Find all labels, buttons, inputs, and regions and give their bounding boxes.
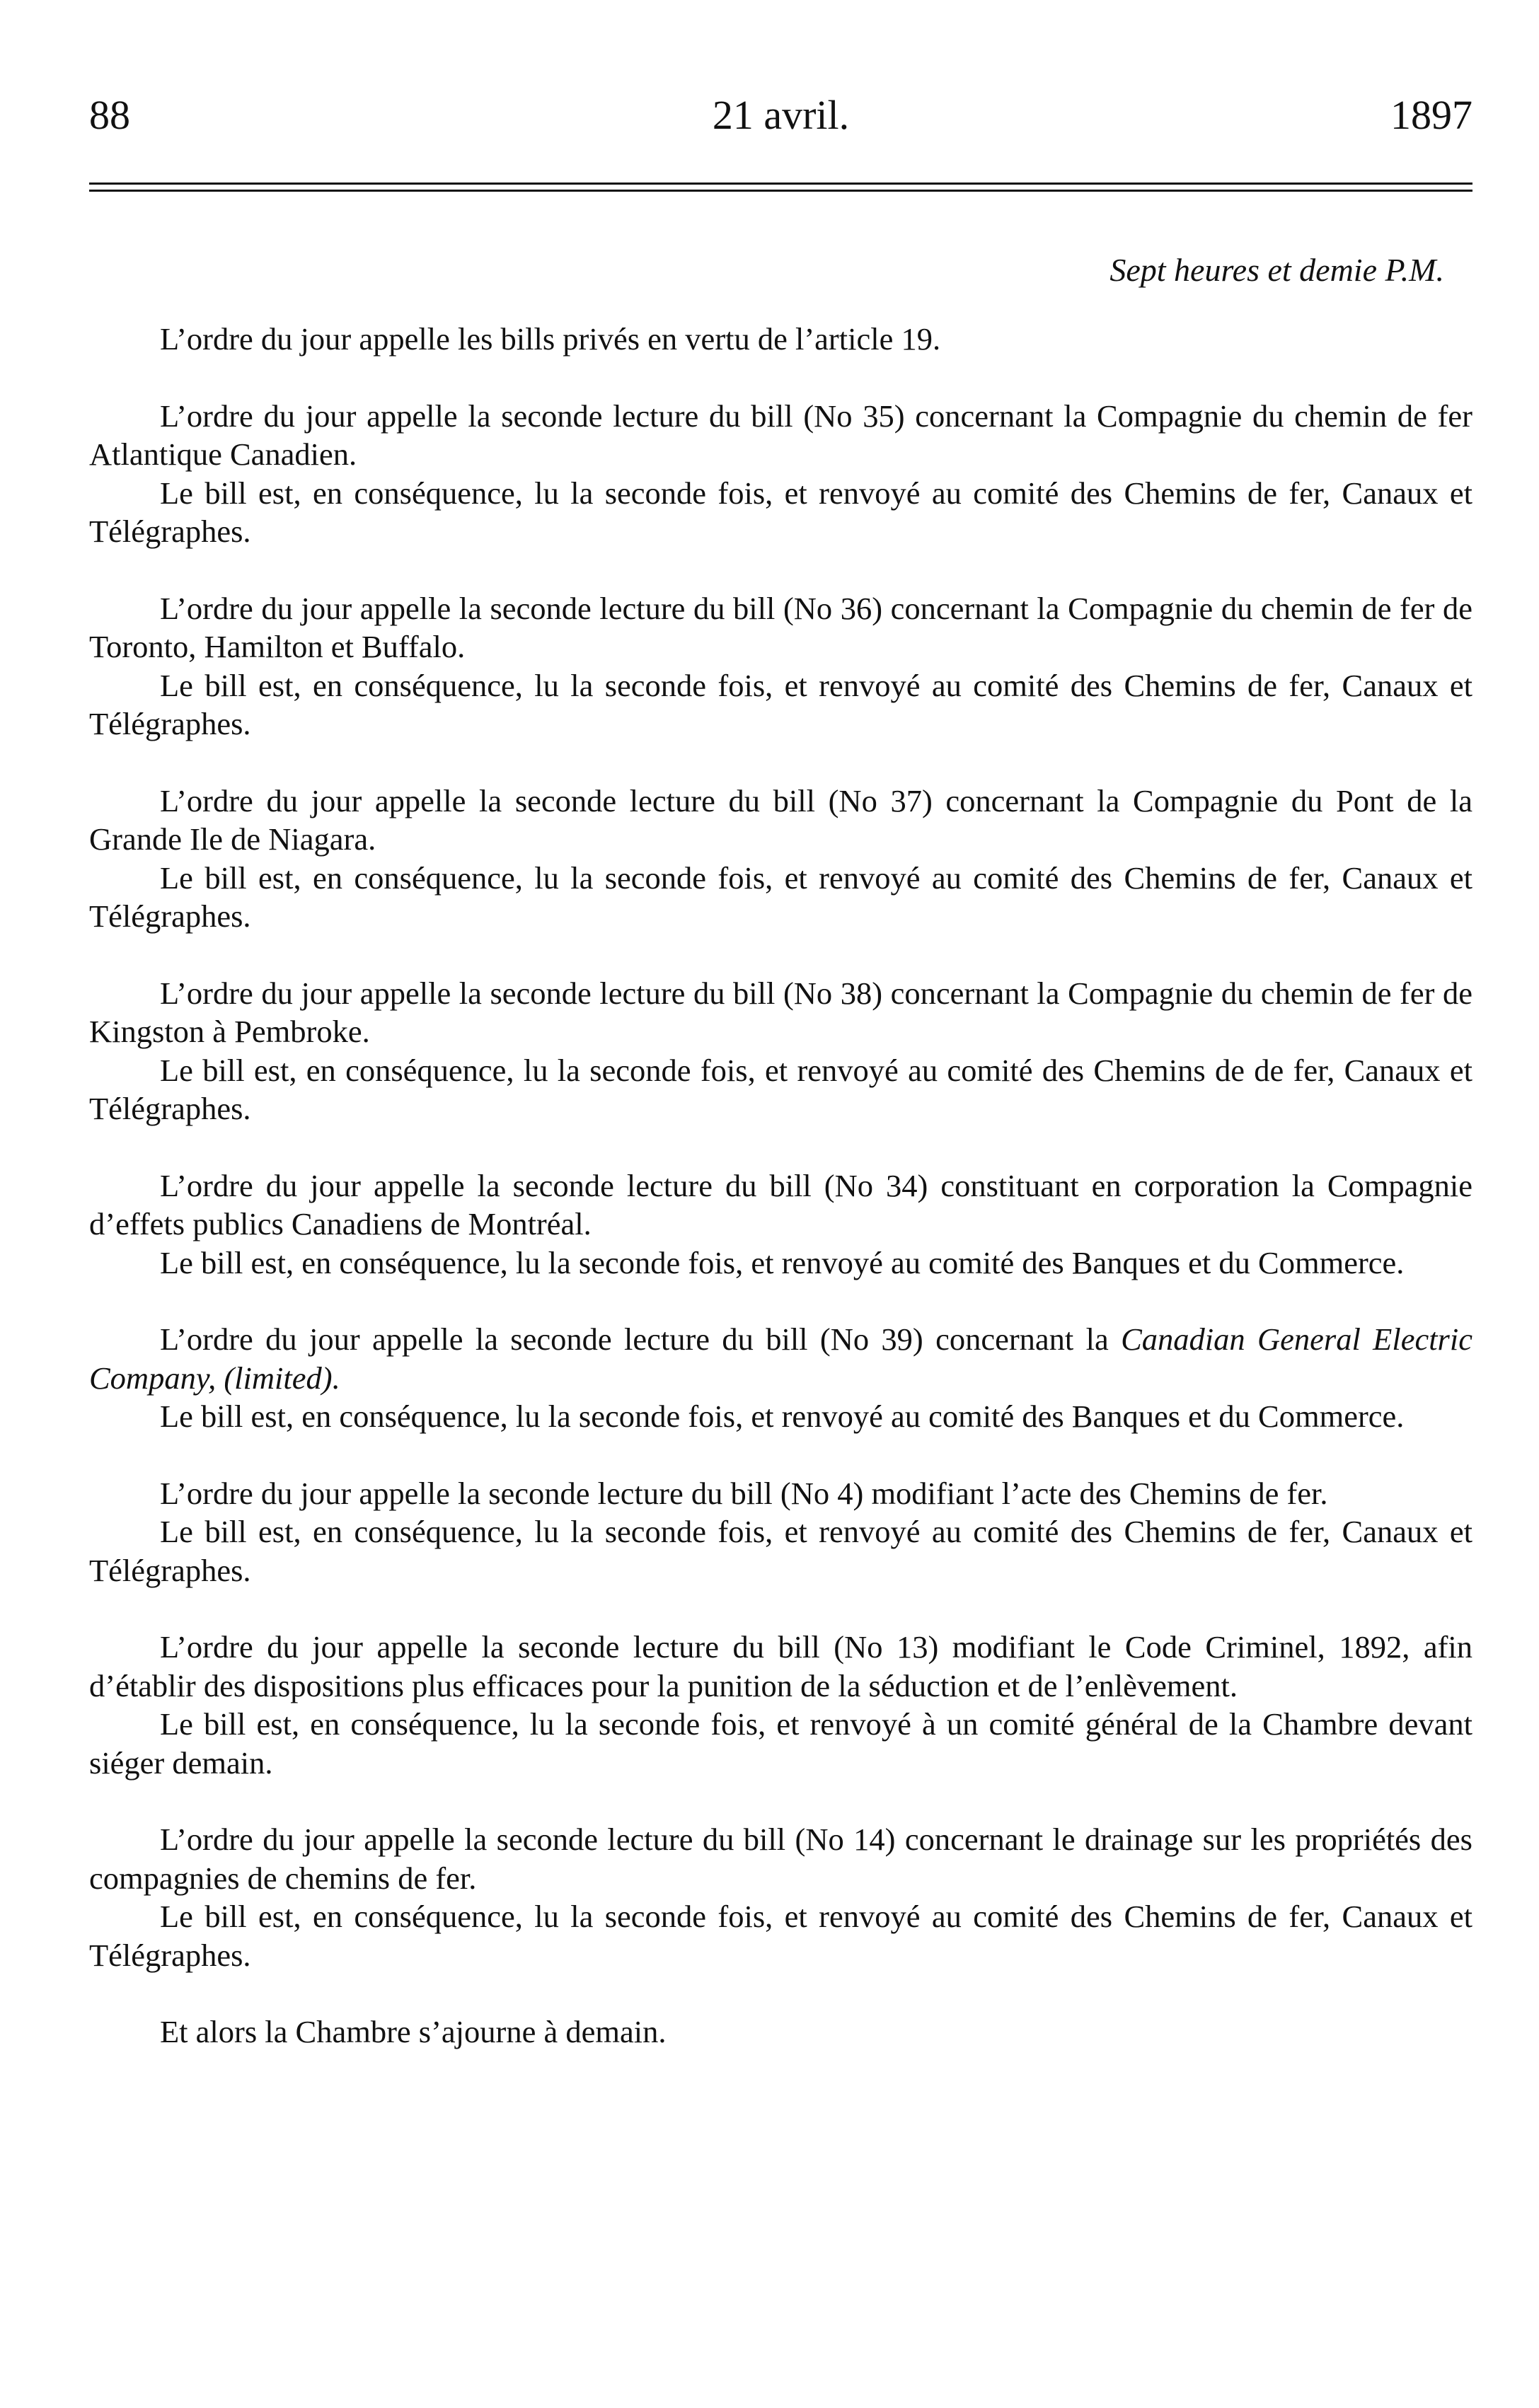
paragraph <box>89 974 1472 1128</box>
paragraph-line: Le bill est, en conséquence, lu la seconde fois, et renvoyé au comité des Chemins de de fer, Canaux et Télégraphes. <box>89 1052 1472 1126</box>
paragraph-line: L’ordre du jour appelle la seconde lecture du bill (No 34) constituant en corporation la Compagnie d’effets publics Canadiens de Montréal. <box>89 1167 1472 1241</box>
header-year: 1897 <box>1390 92 1472 138</box>
running-head <box>89 91 1472 140</box>
paragraph <box>89 397 1472 551</box>
paragraph-line: Le bill est, en conséquence, lu la seconde fois, et renvoyé au comité des Banques et du Commerce. <box>160 1399 1405 1434</box>
paragraph-line: L’ordre du jour appelle la seconde lecture du bill (No 36) concernant la Compagnie du chemin de fer de Toronto, Hamilton et Buffalo. <box>89 590 1472 664</box>
paragraph-line: Le bill est, en conséquence, lu la seconde fois, et renvoyé au comité des Chemins de fer, Canaux et Télégraphes. <box>89 667 1472 741</box>
paragraph-line: L’ordre du jour appelle la seconde lecture du bill (No 38) concernant la Compagnie du chemin de fer de Kingston à Pembroke. <box>89 975 1472 1049</box>
paragraph-line: L’ordre du jour appelle la seconde lecture du bill (No 14) concernant le drainage sur les propriétés des compagnies de chemins de fer. <box>89 1822 1472 1896</box>
time-heading: Sept heures et demie P.M. <box>1109 252 1444 288</box>
company-name-italic: Canadian General Electric Company, (limited). <box>89 1321 1472 1396</box>
header-date: 21 avril. <box>712 92 850 138</box>
header-rule-top <box>89 183 1472 185</box>
header-rule-bottom <box>89 190 1472 192</box>
paragraph-line: Le bill est, en conséquence, lu la seconde fois, et renvoyé au comité des Chemins de fer, Canaux et Télégraphes. <box>89 1899 1472 1973</box>
paragraph-line: Le bill est, en conséquence, lu la seconde fois, et renvoyé au comité des Banques et du Commerce. <box>160 1244 1405 1280</box>
body-text <box>89 320 1472 2090</box>
paragraph-line: L’ordre du jour appelle les bills privés en vertu de l’article 19. <box>160 321 941 357</box>
paragraph <box>89 589 1472 743</box>
paragraph-line: Le bill est, en conséquence, lu la seconde fois, et renvoyé à un comité général de la Chambre devant siéger demain. <box>89 1706 1472 1781</box>
paragraph-line <box>89 1320 1472 1397</box>
paragraph <box>89 1474 1472 1590</box>
paragraph <box>89 782 1472 936</box>
paragraph-line: Le bill est, en conséquence, lu la seconde fois, et renvoyé au comité des Chemins de fer, Canaux et Télégraphes. <box>89 859 1472 934</box>
paragraph-line: Le bill est, en conséquence, lu la seconde fois, et renvoyé au comité des Chemins de fer, Canaux et Télégraphes. <box>89 475 1472 549</box>
paragraph <box>89 1628 1472 1782</box>
paragraph <box>89 1820 1472 1974</box>
paragraph-line: L’ordre du jour appelle la seconde lecture du bill (No 4) modifiant l’acte des Chemins de fer. <box>160 1475 1328 1511</box>
paragraph-line: Le bill est, en conséquence, lu la seconde fois, et renvoyé au comité des Chemins de fer, Canaux et Télégraphes. <box>89 1514 1472 1588</box>
paragraph-line: L’ordre du jour appelle la seconde lecture du bill (No 35) concernant la Compagnie du chemin de fer Atlantique Canadien. <box>89 398 1472 472</box>
paragraph-line: L’ordre du jour appelle la seconde lecture du bill (No 37) concernant la Compagnie du Pont de la Grande Ile de Niagara. <box>89 782 1472 857</box>
paragraph <box>89 1320 1472 1436</box>
paragraph-text: L’ordre du jour appelle la seconde lecture du bill (No 39) concernant la <box>160 1321 1122 1357</box>
paragraph <box>89 1167 1472 1283</box>
paragraph-line: L’ordre du jour appelle la seconde lecture du bill (No 13) modifiant le Code Criminel, 1892, afin d’établir des dispositions plus efficaces pour la punition de la séduction et de l’enlèvement. <box>89 1629 1472 1703</box>
paragraph <box>89 320 1472 359</box>
page-number: 88 <box>89 92 130 138</box>
paragraph <box>89 2013 1472 2051</box>
paragraph-line: Et alors la Chambre s’ajourne à demain. <box>160 2014 667 2049</box>
